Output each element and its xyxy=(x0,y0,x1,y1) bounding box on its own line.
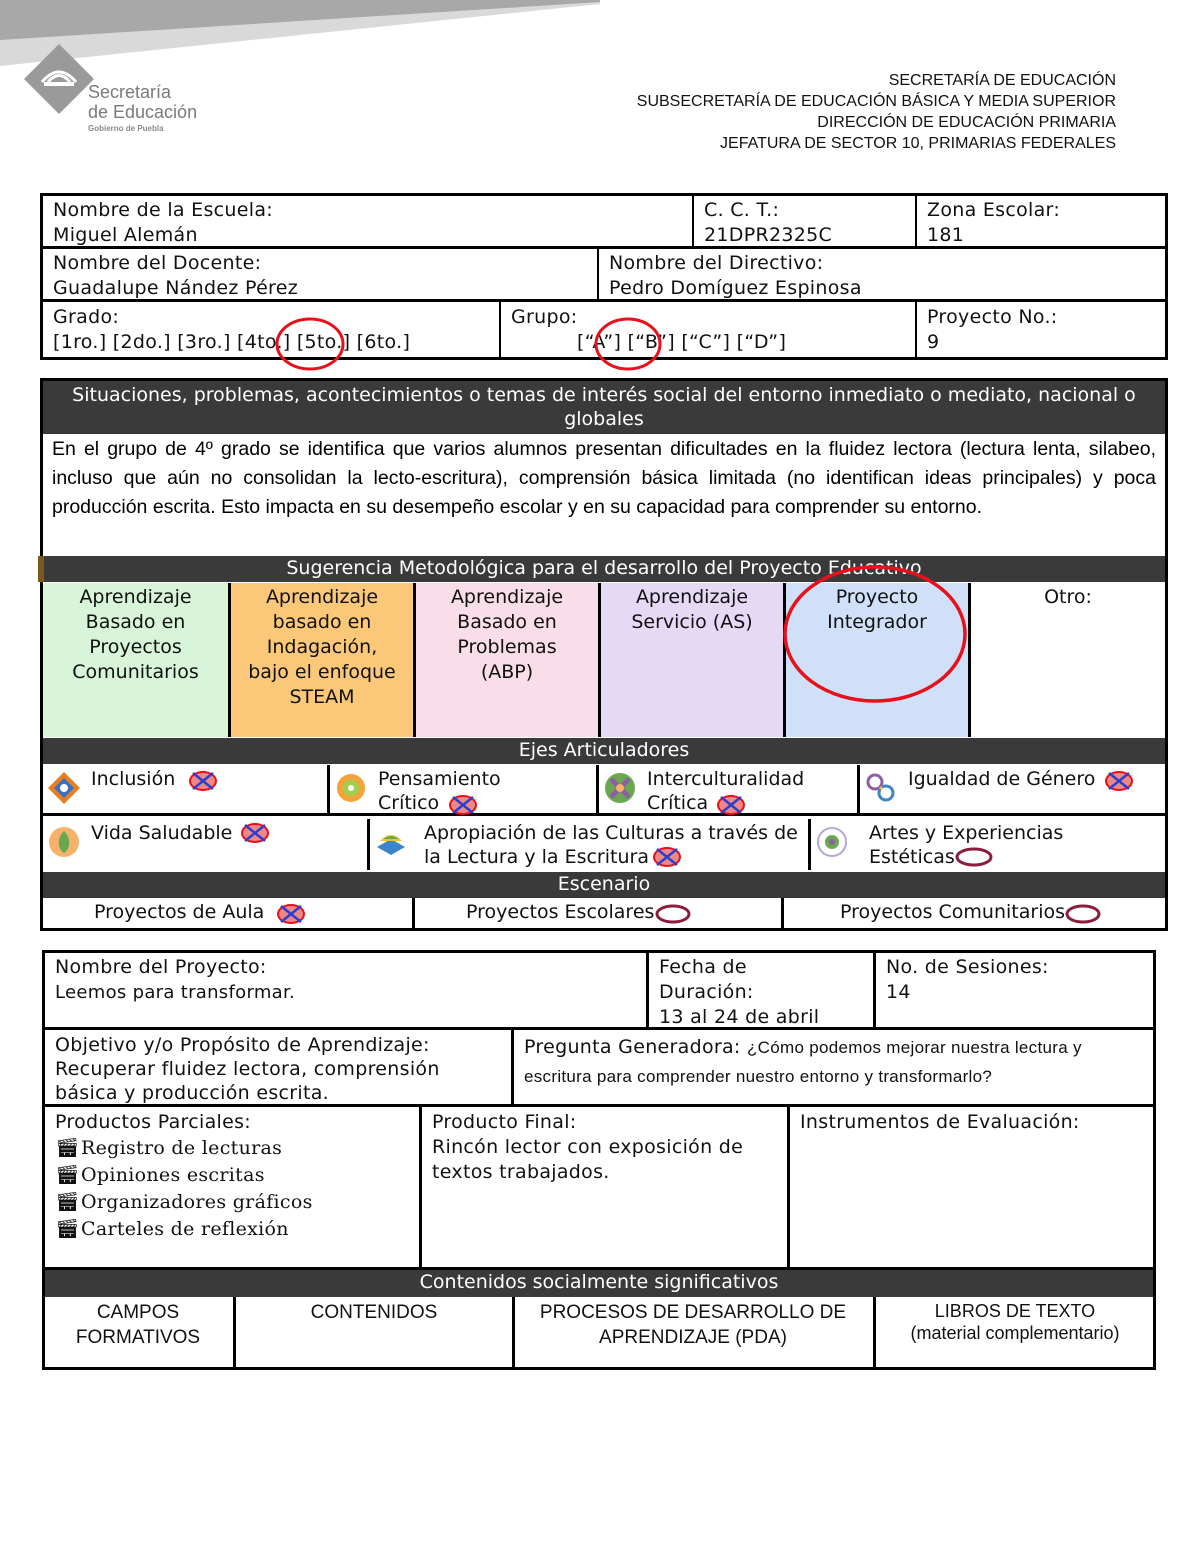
selection-mark-artes xyxy=(954,846,994,868)
zona-value: 181 xyxy=(927,224,965,246)
situation-body: En el grupo de 4º grado se identifica que varios alumnos presentan dificultades en la fluidez lectora (lectura lenta, silabeo, incluso que aún no consolidan la lecto-escritura), comprensión básica limitada (no identifican ideas principales) y poca producción escrita. Esto impacta en su desempeño escolar y en su capacidad para comprender su entorno. xyxy=(52,438,1156,518)
proyecto-label: Proyecto No.: xyxy=(927,306,1058,328)
logo-emblem xyxy=(24,44,94,114)
fecha-label: Fecha de Duración: xyxy=(659,956,754,1003)
escenario-escolares xyxy=(466,901,654,923)
clapper-icon: 🎬︎ xyxy=(55,1164,80,1186)
methodology-title xyxy=(43,556,1165,582)
grado-options: [1ro.] [2do.] [3ro.] [4to.] [5to.] [6to.] xyxy=(53,331,411,353)
pregunta-label: Pregunta Generadora: xyxy=(524,1036,741,1058)
eje-apropiacion-label: Apropiación de las Culturas a través de la Lectura y la Escritura xyxy=(424,822,798,868)
eje-pensamiento-label: Pensamiento Crítico xyxy=(378,768,501,814)
band-accent xyxy=(38,556,44,582)
grado-label: Grado: xyxy=(53,306,120,328)
list-item-text: Opiniones escritas xyxy=(81,1164,265,1186)
clapper-icon: 🎬︎ xyxy=(55,1191,80,1213)
proyecto-nombre-label: Nombre del Proyecto: xyxy=(55,956,267,978)
fecha-cell xyxy=(649,953,873,1032)
instrumentos-label: Instrumentos de Evaluación: xyxy=(800,1111,1080,1133)
docente-label: Nombre del Docente: xyxy=(53,252,262,274)
list-item-text: Registro de lecturas xyxy=(81,1137,283,1159)
sesiones-cell xyxy=(876,953,1153,1007)
method-otro xyxy=(968,583,1165,737)
parciales-list xyxy=(55,1135,409,1243)
list-item xyxy=(55,1135,409,1162)
docente-value: Guadalupe Nández Pérez xyxy=(53,277,299,299)
logo-line2: de Educación xyxy=(88,102,198,122)
situation-title-text: Situaciones, problemas, acontecimientos o temas de interés social del entorno inmediato o mediato, nacional o globales xyxy=(72,384,1136,430)
directivo-cell xyxy=(599,249,1165,303)
proyecto-nombre-value: Leemos para transformar. xyxy=(55,982,296,1003)
selection-circle-grupo xyxy=(593,316,663,372)
col-divider xyxy=(512,1297,515,1370)
selection-mark-comunitarios xyxy=(1064,903,1102,925)
method-option-label: Otro: xyxy=(1044,586,1092,608)
method-option-label: Aprendizaje Servicio (AS) xyxy=(631,586,753,633)
eje-vida-saludable xyxy=(43,820,367,870)
col-libros: LIBROS DE TEXTO (material complementario) xyxy=(910,1301,1120,1343)
eje-apropiacion xyxy=(370,820,808,870)
school-name-cell xyxy=(43,196,692,250)
ejes-title-text: Ejes Articuladores xyxy=(518,739,690,761)
proyecto-value: 9 xyxy=(927,331,940,353)
x-mark-icon xyxy=(240,822,270,844)
logo xyxy=(24,44,224,144)
eje-inclusion-label: Inclusión xyxy=(91,768,176,790)
interculturalidad-icon xyxy=(603,771,637,805)
x-mark-icon xyxy=(716,794,746,816)
zona-label: Zona Escolar: xyxy=(927,199,1061,221)
esc-divider xyxy=(781,898,784,931)
list-item-text: Organizadores gráficos xyxy=(81,1191,313,1213)
methodology-title-text: Sugerencia Metodológica para el desarrollo del Proyecto Educativo xyxy=(286,557,922,579)
method-steam xyxy=(228,583,413,737)
col-divider xyxy=(873,1297,876,1370)
escenario-escolares-label: Proyectos Escolares xyxy=(466,901,655,923)
contenidos-title-text: Contenidos socialmente significativos xyxy=(419,1271,779,1293)
eje-vida-saludable-label: Vida Saludable xyxy=(91,822,233,844)
method-option-label: Aprendizaje Basado en Proyectos Comunitarios xyxy=(72,586,199,683)
cct-value: 21DPR2325C xyxy=(704,224,833,246)
pregunta-value: ¿Cómo podemos mejorar nuestra lectura y escritura para comprender nuestro entorno y transformarlo? xyxy=(524,1038,1082,1086)
list-item xyxy=(55,1189,409,1216)
method-abp xyxy=(413,583,598,737)
x-mark-icon xyxy=(652,846,682,868)
inclusion-icon xyxy=(47,771,81,805)
clapper-icon: 🎬︎ xyxy=(55,1218,80,1240)
eje-artes-label: Artes y Experiencias Estéticas xyxy=(869,822,1064,868)
pregunta-cell xyxy=(514,1031,1153,1093)
header-line: SUBSECRETARÍA DE EDUCACIÓN BÁSICA Y MEDIA SUPERIOR xyxy=(636,93,1116,110)
final-value: Rincón lector con exposición de textos trabajados. xyxy=(432,1136,744,1183)
escenario-comunitarios xyxy=(840,901,1065,923)
eje-igualdad-label: Igualdad de Género xyxy=(908,768,1096,790)
ejes-title xyxy=(43,738,1165,764)
escenario-comunitarios-label: Proyectos Comunitarios xyxy=(840,901,1066,923)
pensamiento-critico-icon xyxy=(334,771,368,805)
esc-divider xyxy=(412,898,415,931)
selection-mark-escolares xyxy=(654,903,692,925)
instrumentos-cell xyxy=(790,1108,1153,1137)
method-option-label: Proyecto Integrador xyxy=(827,586,927,633)
escenario-title-text: Escenario xyxy=(557,873,651,895)
final-cell xyxy=(422,1108,787,1187)
grado-cell xyxy=(43,303,499,357)
escenario-title xyxy=(43,872,1165,898)
igualdad-genero-icon xyxy=(864,771,898,805)
header-line: SECRETARÍA DE EDUCACIÓN xyxy=(888,72,1116,89)
zona-cell xyxy=(917,196,1165,250)
parciales-label: Productos Parciales: xyxy=(55,1111,251,1133)
col-campos: CAMPOS FORMATIVOS xyxy=(75,1302,201,1348)
sesiones-value: 14 xyxy=(886,981,911,1003)
selection-circle-grado xyxy=(274,316,346,372)
header-line: JEFATURA DE SECTOR 10, PRIMARIAS FEDERALES xyxy=(720,135,1116,152)
list-item-text: Carteles de reflexión xyxy=(81,1218,289,1240)
x-mark-icon xyxy=(188,770,218,792)
objetivo-value: Recuperar fluidez lectora, comprensión básica y producción escrita. xyxy=(55,1058,440,1104)
grupo-cell xyxy=(501,303,915,357)
clapper-icon: 🎬︎ xyxy=(55,1137,80,1159)
row-divider xyxy=(42,1027,1156,1030)
grupo-options: [“A”] [“B”] [“C”] [“D”] xyxy=(577,331,787,353)
method-option-label: Aprendizaje basado en Indagación, bajo el enfoque STEAM xyxy=(248,586,396,708)
cct-cell xyxy=(694,196,915,250)
method-option-label: Aprendizaje Basado en Problemas (ABP) xyxy=(450,586,564,683)
directivo-label: Nombre del Directivo: xyxy=(609,252,824,274)
school-name-value: Miguel Alemán xyxy=(53,224,198,246)
situation-title xyxy=(43,381,1165,434)
fecha-value: 13 al 24 de abril xyxy=(659,1006,820,1028)
method-servicio xyxy=(598,583,783,737)
cct-label: C. C. T.: xyxy=(704,199,780,221)
x-mark-icon xyxy=(276,903,306,925)
proyecto-nombre-cell xyxy=(45,953,646,1007)
logo-line3: Gobierno de Puebla xyxy=(88,124,164,133)
list-item xyxy=(55,1162,409,1189)
list-item xyxy=(55,1216,409,1243)
escenario-aula xyxy=(94,901,264,923)
col-procesos: PROCESOS DE DESARROLLO DE APRENDIZAJE (PDA) xyxy=(539,1302,847,1348)
header-text xyxy=(637,70,1116,154)
school-name-label: Nombre de la Escuela: xyxy=(53,199,273,221)
escenario-aula-label: Proyectos de Aula xyxy=(94,901,265,923)
final-label: Producto Final: xyxy=(432,1111,577,1133)
docente-cell xyxy=(43,249,597,303)
objetivo-label: Objetivo y/o Propósito de Aprendizaje: xyxy=(55,1034,430,1056)
selection-circle-integrador xyxy=(780,562,970,706)
artes-experiencias-icon xyxy=(815,825,849,859)
logo-line1: Secretaría xyxy=(88,82,172,102)
col-contenidos: CONTENIDOS xyxy=(310,1302,438,1323)
x-mark-icon xyxy=(448,794,478,816)
vida-saludable-icon xyxy=(47,825,81,859)
proyecto-cell xyxy=(917,303,1165,357)
directivo-value: Pedro Domíguez Espinosa xyxy=(609,277,862,299)
eje-interculturalidad-label: Interculturalidad Crítica xyxy=(647,768,805,814)
header-line: DIRECCIÓN DE EDUCACIÓN PRIMARIA xyxy=(817,114,1116,131)
objetivo-cell xyxy=(45,1031,511,1107)
contenidos-title xyxy=(42,1270,1156,1297)
grupo-label: Grupo: xyxy=(511,306,578,328)
parciales-cell xyxy=(45,1108,419,1245)
eje-inclusion xyxy=(43,766,327,816)
x-mark-icon xyxy=(1104,770,1134,792)
apropiacion-culturas-icon xyxy=(374,825,408,859)
method-proyectos-comunitarios xyxy=(43,583,228,737)
sesiones-label: No. de Sesiones: xyxy=(886,956,1049,978)
